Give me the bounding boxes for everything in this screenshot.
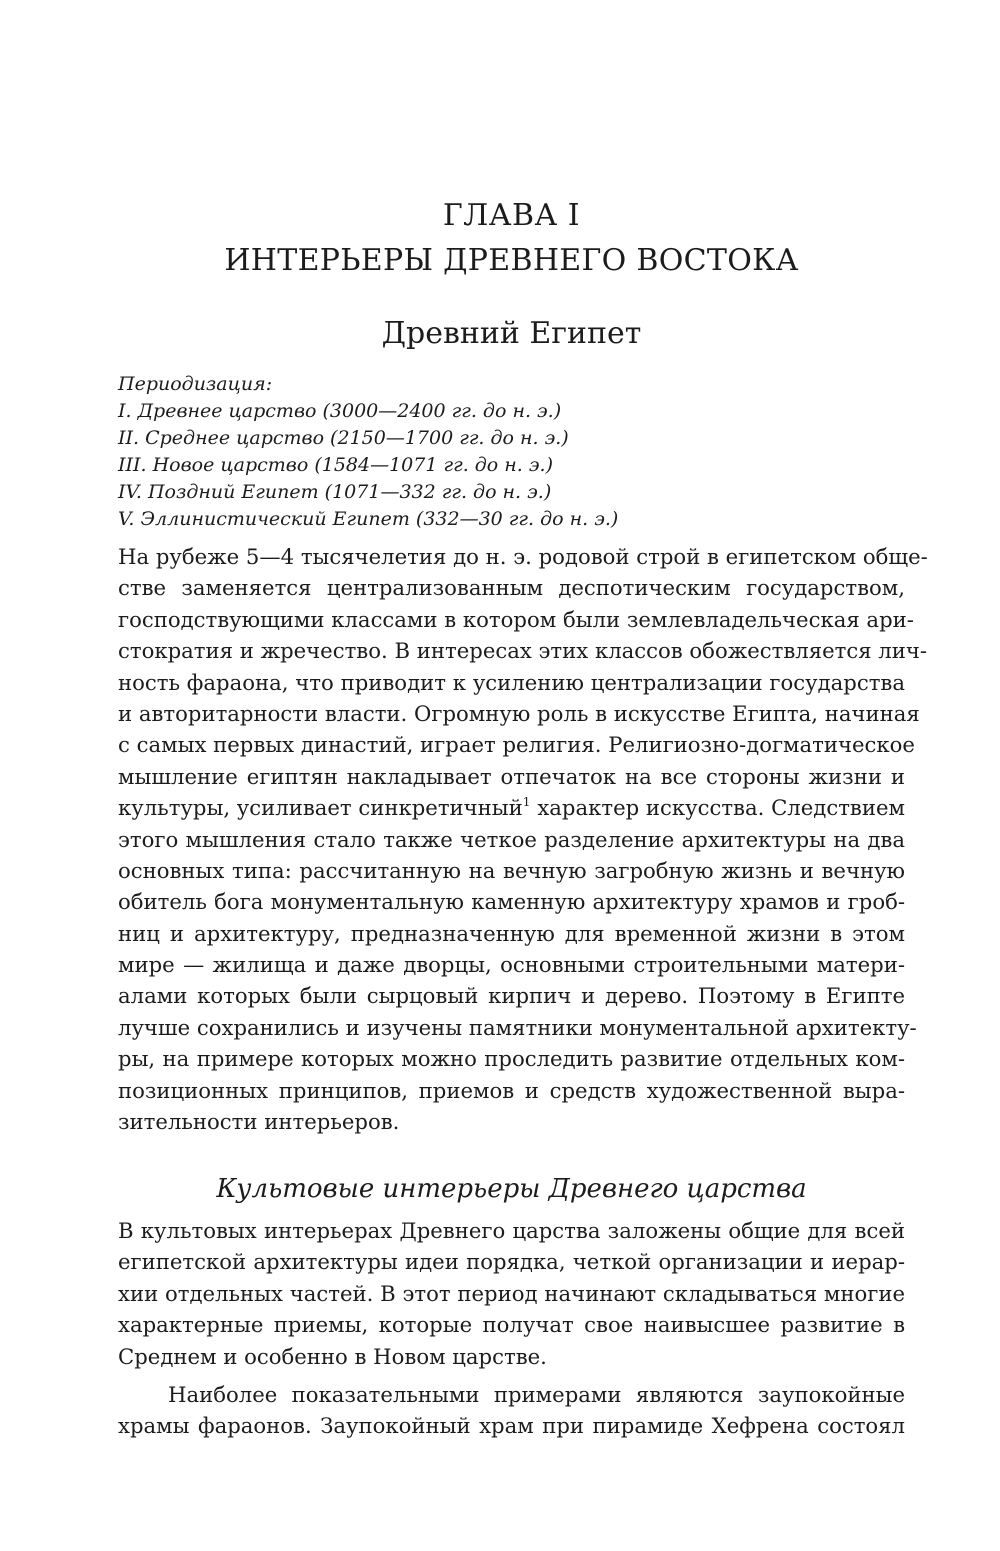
text-line: Наиболее показательными примерами являются заупокойные <box>168 1382 905 1407</box>
text-line: этого мышления стало также четкое разделение архитектуры на два <box>118 826 905 852</box>
text-line-part <box>118 792 530 823</box>
chapter-number: ГЛАВА I <box>442 198 581 233</box>
text-line: и авторитарности власти. Огромную роль в искусстве Египта, начиная <box>118 700 920 726</box>
body-paragraph-cult-interiors <box>118 1215 905 1372</box>
text-line: мире — жилища и даже дворцы, основными строительными матери- <box>118 952 905 978</box>
periodization-item: V. Эллинистический Египет (332—30 гг. до н. э.) <box>118 508 619 530</box>
text-line: стократия и жречество. В интересах этих классов обожествляется лич- <box>118 638 928 664</box>
text-line: основных типа: рассчитанную на вечную загробную жизнь и вечную <box>118 857 905 883</box>
text-line-part-b: характер искусства. Следствием <box>537 795 905 821</box>
text-line: позиционных принципов, приемов и средств художественной выра- <box>118 1077 905 1103</box>
periodization-item: II. Среднее царство (2150—1700 гг. до н. э.) <box>118 427 569 449</box>
chapter-title: ИНТЕРЬЕРЫ ДРЕВНЕГО ВОСТОКА <box>224 243 799 278</box>
text-line: ность фараона, что приводит к усилению централизации государства <box>118 669 905 695</box>
text-line: с самых первых династий, играет религия. Религиозно-догматическое <box>118 732 915 758</box>
body-paragraph-intro <box>118 541 928 1137</box>
text-line: зительности интерьеров. <box>118 1109 400 1135</box>
subsection-title: Культовые интерьеры Древнего царства <box>216 1174 807 1204</box>
text-line: На рубеже 5—4 тысячелетия до н. э. родовой строй в египетском обще- <box>118 544 928 569</box>
text-line-part-a: культуры, усиливает синкретичный <box>118 795 523 821</box>
text-line: ниц и архитектуру, предназначенную для временной жизни в этом <box>118 920 905 946</box>
body-paragraph-temples <box>118 1379 905 1442</box>
text-line: алами которых были сырцовый кирпич и дерево. Поэтому в Египте <box>118 983 905 1009</box>
text-line: египетской архитектуры идеи порядка, четкой организации и иерар- <box>118 1249 905 1275</box>
periodization-item: III. Новое царство (1584—1071 гг. до н. э.) <box>118 454 553 476</box>
periodization-list <box>118 371 905 533</box>
text-line: мышление египтян накладывает отпечаток на все стороны жизни и <box>118 763 905 789</box>
text-line: хии отдельных частей. В этот период начинают складываться многие <box>118 1280 905 1306</box>
periodization-item: I. Древнее царство (3000—2400 гг. до н. э.) <box>118 400 562 422</box>
text-line: стве заменяется централизованным деспотическим государством, <box>118 575 905 601</box>
text-line: характерные приемы, которые получат свое наивысшее развитие в <box>118 1312 905 1338</box>
text-line: господствующими классами в котором были землевладельческая ари- <box>118 606 914 632</box>
periodization-heading: Периодизация: <box>118 373 273 395</box>
text-line: Среднем и особенно в Новом царстве. <box>118 1343 547 1369</box>
footnote-marker[interactable]: 1 <box>522 795 531 810</box>
text-line: В культовых интерьерах Древнего царства заложены общие для всей <box>118 1218 905 1243</box>
text-line: обитель бога монументальную каменную архитектуру храмов и гроб- <box>118 889 905 915</box>
text-line: ры, на примере которых можно проследить развитие отдельных ком- <box>118 1046 905 1072</box>
section-title: Древний Египет <box>381 316 642 351</box>
text-line: лучше сохранились и изучены памятники монументальной архитекту- <box>118 1014 917 1040</box>
text-line: храмы фараонов. Заупокойный храм при пирамиде Хефрена состоял <box>118 1413 905 1439</box>
periodization-item: IV. Поздний Египет (1071—332 гг. до н. э.) <box>118 481 552 503</box>
text-line-with-footnote <box>118 792 905 823</box>
